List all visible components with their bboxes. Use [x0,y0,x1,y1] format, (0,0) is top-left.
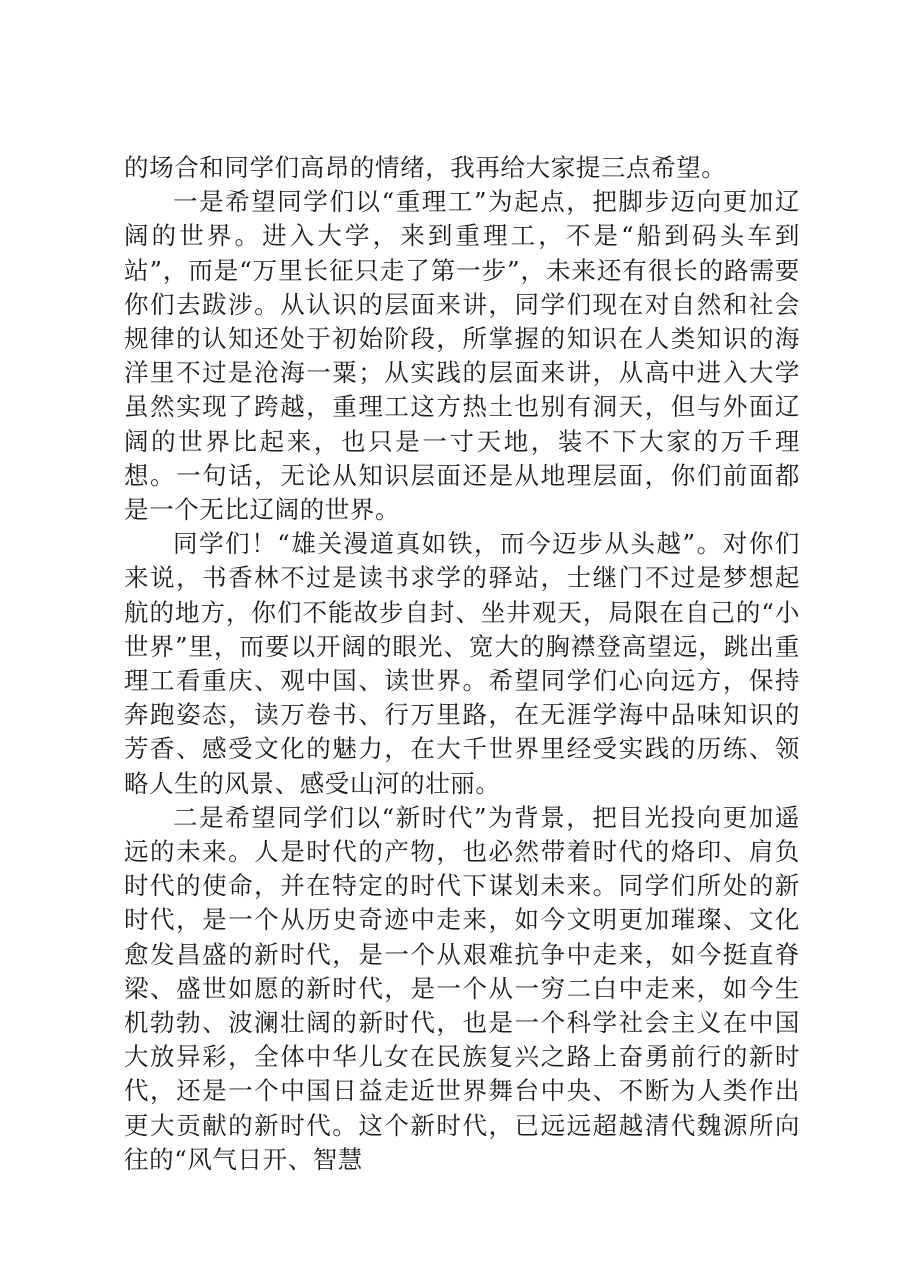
paragraph-hope-one: 一是希望同学们以“重理工”为起点，把脚步迈向更加辽阔的世界。进入大学，来到重理工，不是“船到码头车到站”，而是“万里长征只走了第一步”，未来还有很长的路需要你们去跋涉。从认识的层面来讲，同学们现在对自然和社会规律的认知还处于初始阶段，所掌握的知识在人类知识的海洋里不过是沧海一粟；从实践的层面来讲，从高中进入大学虽然实现了跨越，重理工这方热土也别有洞天，但与外面辽阔的世界比起来，也只是一寸天地，装不下大家的万千理想。一句话，无论从知识层面还是从地理层面，你们前面都是一个无比辽阔的世界。 [124,187,800,525]
paragraph-continued: 的场合和同学们高昂的情绪，我再给大家提三点希望。 [124,153,727,182]
paragraph-students: 同学们！“雄关漫道真如铁，而今迈步从头越”。对你们来说，书香林不过是读书求学的驿站，士继门不过是梦想起航的地方，你们不能故步自封、坐井观天，局限在自己的“小世界”里，而要以开阔的眼光、宽大的胸襟登高望远，跳出重理工看重庆、观中国、读世界。希望同学们心向远方，保持奔跑姿态，读万卷书、行万里路，在无涯学海中品味知识的芳香、感受文化的魅力，在大千世界里经受实践的历练、领略人生的风景、感受山河的壮丽。 [124,529,800,798]
body-text [124,151,800,1177]
paragraph-hope-two: 二是希望同学们以“新时代”为背景，把目光投向更加遥远的未来。人是时代的产物，也必然带着时代的烙印、肩负时代的使命，并在特定的时代下谋划未来。同学们所处的新时代，是一个从历史奇迹中走来，如今文明更加璀璨、文化愈发昌盛的新时代，是一个从艰难抗争中走来，如今挺直脊梁、盛世如愿的新时代，是一个从一穷二白中走来，如今生机勃勃、波澜壮阔的新时代，也是一个科学社会主义在中国大放异彩，全体中华儿女在民族复兴之路上奋勇前行的新时代，还是一个中国日益走近世界舞台中央、不断为人类作出更大贡献的新时代。这个新时代，已远远超越清代魏源所向往的“风气日开、智慧 [124,802,800,1174]
